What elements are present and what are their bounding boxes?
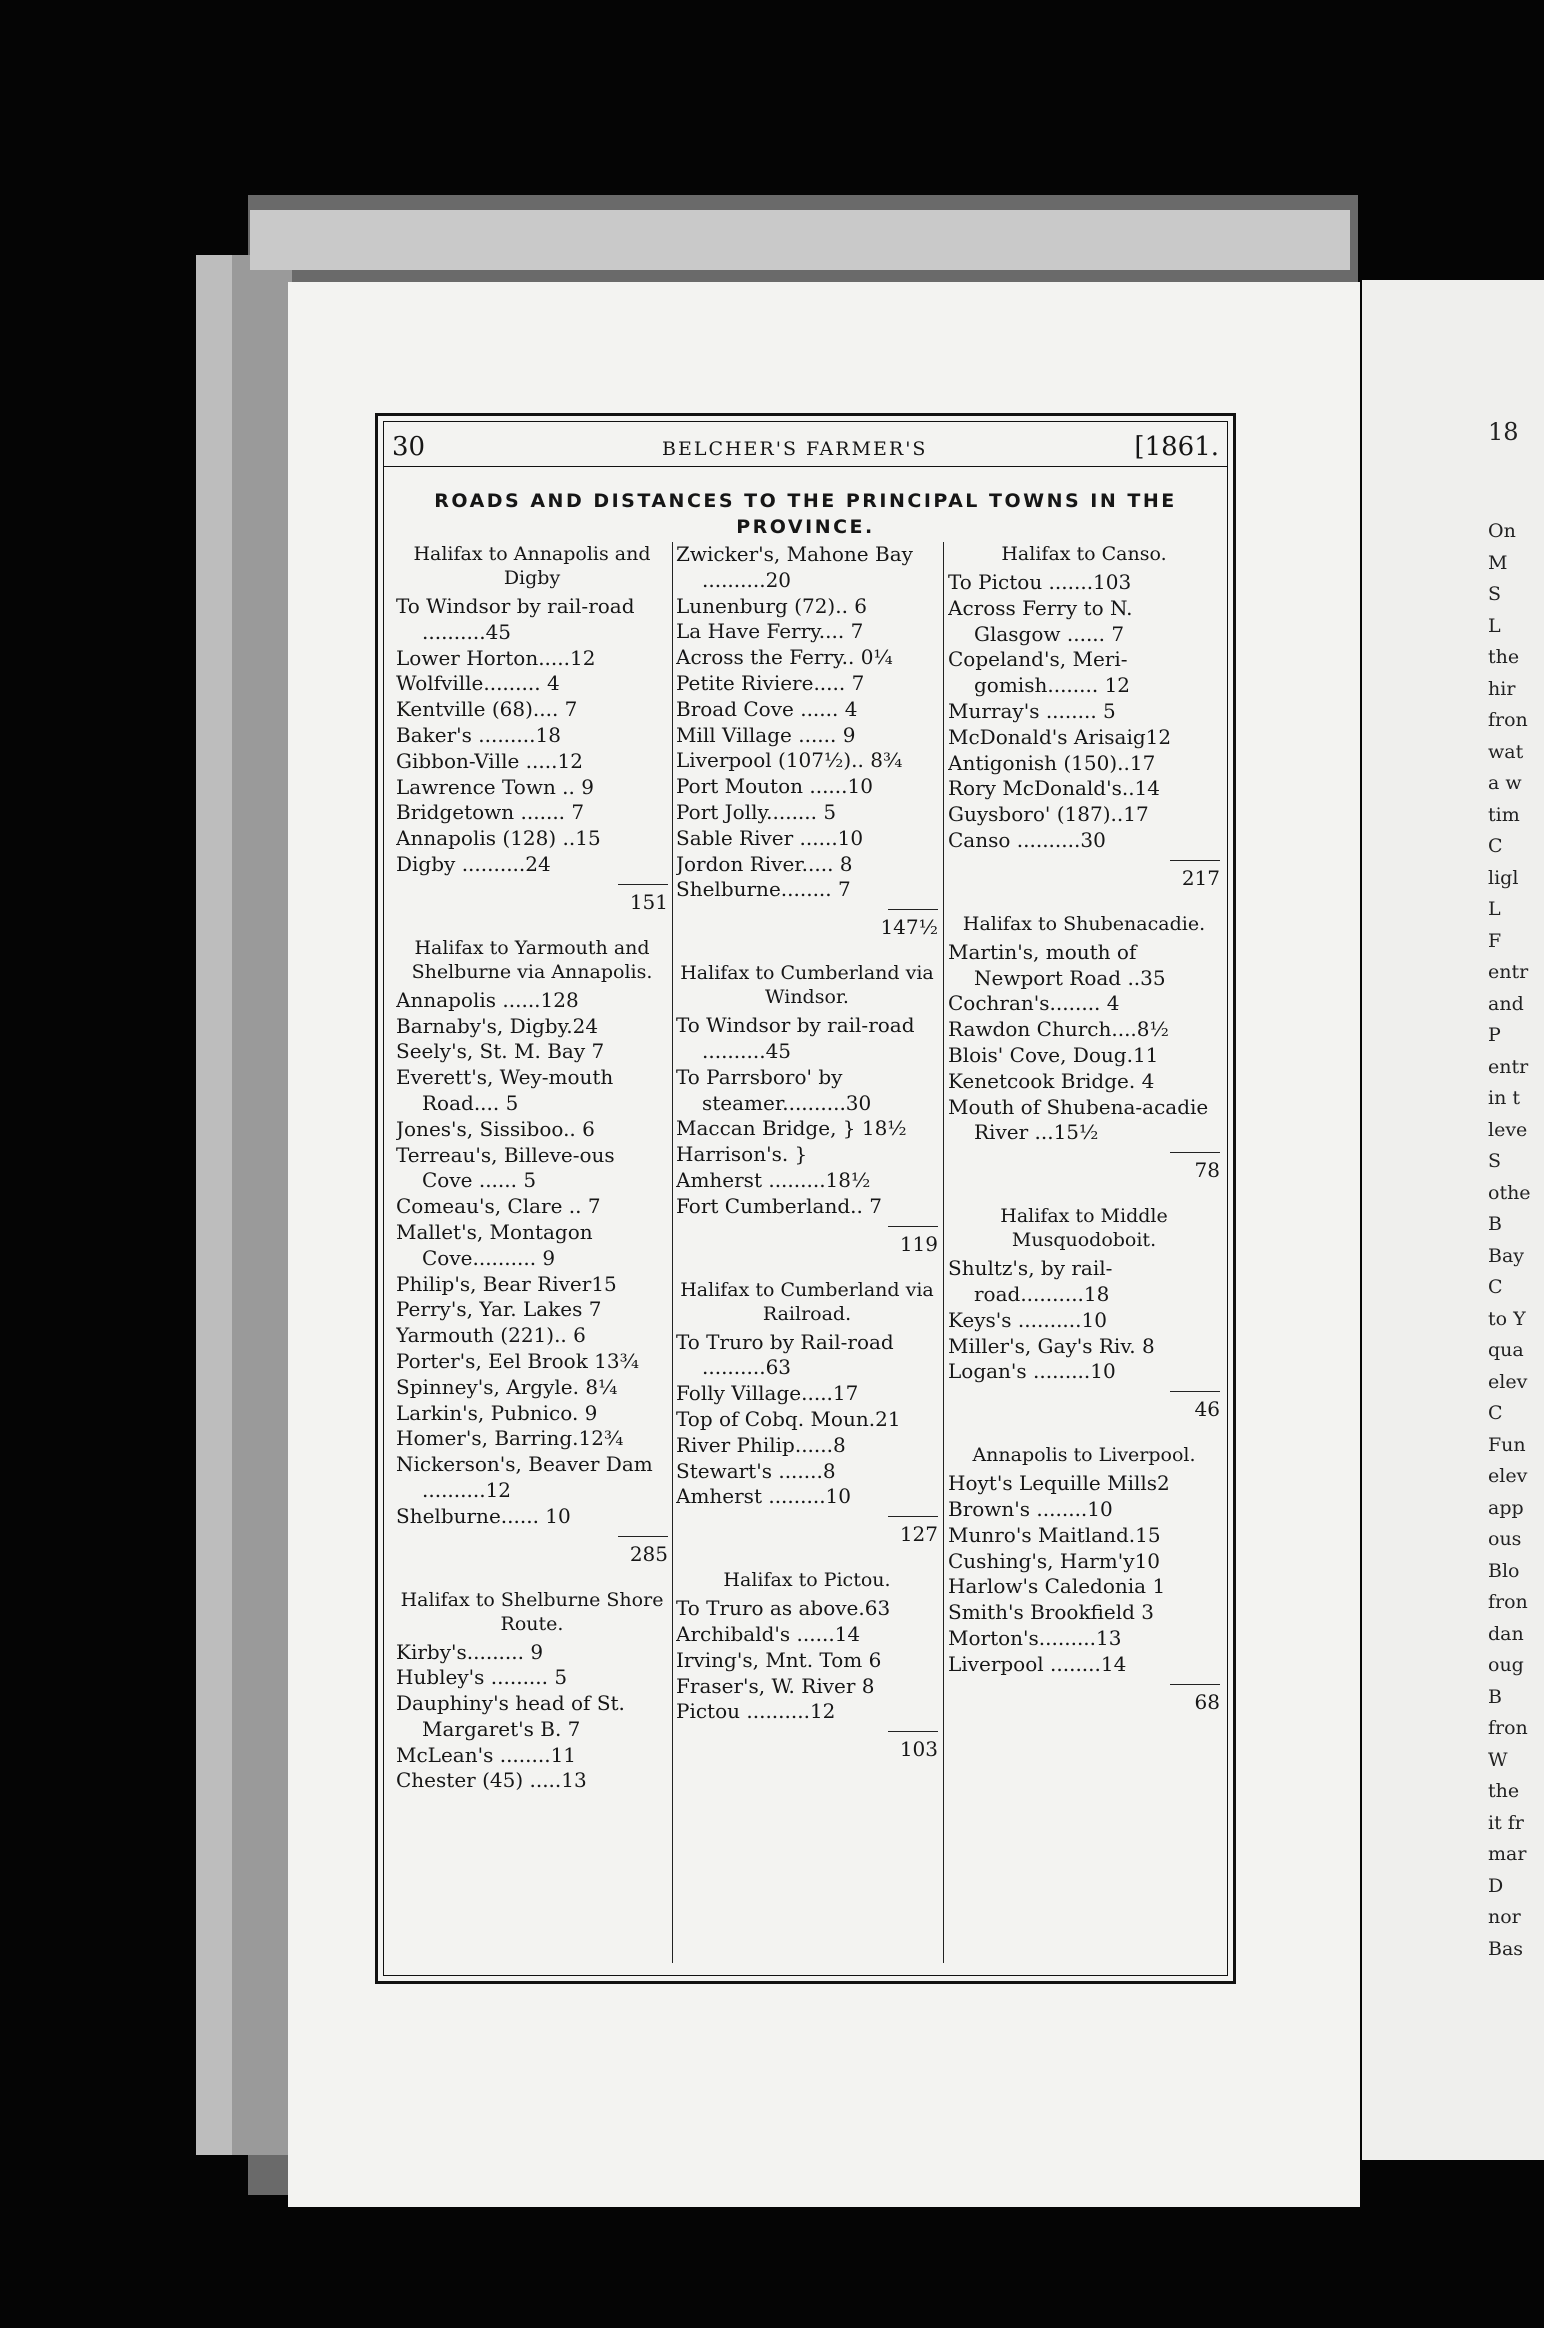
route-entry: To Parrsboro' by steamer..........30 <box>676 1064 872 1115</box>
facing-page-fragment: mar <box>1488 1843 1527 1865</box>
running-title: BELCHER'S FARMER'S <box>662 438 928 460</box>
route-entry: La Have Ferry.... 7 <box>676 619 864 644</box>
route-entry: Archibald's ......14 <box>676 1621 861 1646</box>
route-entry: Lower Horton.....12 <box>396 645 596 670</box>
route-total: 119 <box>676 1226 938 1256</box>
route-entry: Harlow's Caledonia 1 <box>948 1574 1166 1599</box>
facing-page-fragment: Fun <box>1488 1433 1526 1456</box>
route-entry: Harrison's. } <box>676 1142 808 1167</box>
route-entry: Kentville (68).... 7 <box>396 697 578 722</box>
facing-page-fragment: S <box>1488 1150 1502 1172</box>
route-total: 151 <box>396 884 668 914</box>
route-entry: Cushing's, Harm'y10 <box>948 1548 1161 1573</box>
facing-page-fragment: the <box>1488 1780 1520 1802</box>
facing-page-fragment: Blo <box>1488 1559 1520 1582</box>
route-entry: Top of Cobq. Moun.21 <box>676 1406 901 1431</box>
route-entry: Stewart's .......8 <box>676 1458 836 1483</box>
route-entry: Guysboro' (187)..17 <box>948 802 1149 827</box>
facing-page-fragment: dan <box>1488 1622 1524 1645</box>
route-entry: Larkin's, Pubnico. 9 <box>396 1400 598 1425</box>
facing-page-fragment: elev <box>1488 1465 1528 1487</box>
facing-page-fragment: entr <box>1488 1055 1529 1078</box>
table-heading: ROADS AND DISTANCES TO THE PRINCIPAL TOWNS IN THE PROVINCE. <box>434 490 1177 538</box>
route-entry: Antigonish (150)..17 <box>948 750 1156 775</box>
route-entry: Hoyt's Lequille Mills2 <box>948 1471 1170 1496</box>
facing-page-fragment: L <box>1488 898 1501 920</box>
facing-page-fragment: B <box>1488 1213 1502 1235</box>
route-title: Halifax to Pictou. <box>723 1569 891 1592</box>
route-entry: Chester (45) .....13 <box>396 1768 587 1793</box>
route-entry: Fraser's, W. River 8 <box>676 1673 875 1698</box>
route-entry: Zwicker's, Mahone Bay ..........20 <box>676 542 913 592</box>
route-total: 127 <box>676 1516 938 1546</box>
facing-page-fragment: it fr <box>1488 1811 1524 1834</box>
route-entry: Terreau's, Billeve-ous Cove ...... 5 <box>396 1142 615 1193</box>
route-entry: Logan's .........10 <box>948 1359 1116 1384</box>
route-entry: Seely's, St. M. Bay 7 <box>396 1039 605 1064</box>
route-entry: Petite Riviere..... 7 <box>676 670 865 695</box>
facing-page-fragment: ous <box>1488 1528 1522 1550</box>
route-title: Halifax to Cumberland via Railroad. <box>680 1278 934 1325</box>
facing-page-fragment: leve <box>1488 1118 1528 1141</box>
route-entry: Mill Village ...... 9 <box>676 722 856 747</box>
route-entry: Copeland's, Meri-gomish........ 12 <box>948 647 1131 698</box>
route-total: 217 <box>948 860 1220 890</box>
route-entry: Rawdon Church....8½ <box>948 1017 1169 1042</box>
page-number: 30 <box>392 432 426 462</box>
facing-page-fragment: oug <box>1488 1654 1524 1676</box>
route-entries <box>948 570 1220 854</box>
route-entry: Liverpool ........14 <box>948 1651 1127 1676</box>
facing-page-fragment: F <box>1488 929 1502 952</box>
route-entry: McLean's ........11 <box>396 1742 577 1767</box>
route-entry: Brown's ........10 <box>948 1496 1113 1521</box>
facing-page-fragment: and <box>1488 992 1524 1015</box>
facing-page-fragment: app <box>1488 1496 1524 1519</box>
route-entries <box>396 1640 668 1795</box>
route-entry: Everett's, Wey-mouth Road.... 5 <box>396 1065 614 1115</box>
route-total: 103 <box>676 1731 938 1761</box>
facing-page-fragment: othe <box>1488 1181 1531 1204</box>
route-entries <box>396 594 668 878</box>
facing-page-fragment: entr <box>1488 961 1529 983</box>
facing-page-fragment: in t <box>1488 1087 1520 1109</box>
route-entry: To Truro by Rail-road ..........63 <box>676 1329 894 1380</box>
route-entry: Shultz's, by rail-road..........18 <box>948 1256 1113 1306</box>
running-year: [1861. <box>1134 432 1219 462</box>
route-entry: Annapolis ......128 <box>396 987 579 1012</box>
route-entry: Digby ..........24 <box>396 851 551 876</box>
route-entry: Spinney's, Argyle. 8¼ <box>396 1374 618 1399</box>
column-divider-1 <box>672 542 673 1963</box>
header-rule <box>384 466 1227 467</box>
facing-page-fragment: P <box>1488 1024 1501 1046</box>
facing-page-fragment: the <box>1488 646 1520 668</box>
route-entry: Cochran's........ 4 <box>948 991 1120 1016</box>
route-title: Halifax to Cumberland via Windsor. <box>680 962 934 1009</box>
route-entry: Lunenburg (72).. 6 <box>676 593 868 618</box>
route-entry: Miller's, Gay's Riv. 8 <box>948 1333 1155 1358</box>
route-total: 147½ <box>676 909 938 939</box>
route-entry: Sable River ......10 <box>676 825 864 850</box>
route-entry: Munro's Maitland.15 <box>948 1522 1161 1547</box>
column-3 <box>948 542 1220 1714</box>
route-title: Halifax to Middle Musquodoboit. <box>1000 1205 1168 1252</box>
facing-page-fragment: On <box>1488 520 1516 542</box>
facing-page-fragment: L <box>1488 614 1501 637</box>
facing-page-fragment: W <box>1488 1748 1508 1771</box>
facing-page-fragment: fron <box>1488 1717 1528 1739</box>
facing-page-fragment: fron <box>1488 709 1528 731</box>
route-entry: To Pictou .......103 <box>948 570 1132 594</box>
route-entry: Shelburne...... 10 <box>396 1503 571 1528</box>
route-entries <box>676 1330 938 1511</box>
route-entry: Homer's, Barring.12¾ <box>396 1426 624 1451</box>
facing-page-fragment: nor <box>1488 1906 1521 1928</box>
route-entry: Perry's, Yar. Lakes 7 <box>396 1297 602 1322</box>
route-entry: Mouth of Shubena-acadie River ...15½ <box>948 1094 1209 1145</box>
route-entry: Broad Cove ...... 4 <box>676 696 858 721</box>
almanac-table-inner <box>383 421 1228 1976</box>
facing-page-fragment: a w <box>1488 772 1522 794</box>
route-entry: Rory McDonald's..14 <box>948 776 1161 801</box>
route-entry: To Windsor by rail-road ..........45 <box>676 1013 915 1063</box>
route-entries <box>948 940 1220 1146</box>
route-entry: Smith's Brookfield 3 <box>948 1600 1155 1625</box>
facing-page-fragment: S <box>1488 583 1502 605</box>
route-title: Annapolis to Liverpool. <box>972 1444 1196 1467</box>
facing-page-fragment: Bas <box>1488 1937 1524 1960</box>
route-entry: Keys's ..........10 <box>948 1307 1107 1332</box>
column-2 <box>676 542 938 1761</box>
facing-page-fragment: C <box>1488 1276 1503 1298</box>
facing-page-fragment: C <box>1488 1402 1503 1424</box>
route-entries <box>396 988 668 1530</box>
route-entry: Philip's, Bear River15 <box>396 1271 617 1296</box>
page-stack-edge <box>232 255 292 2155</box>
route-entry: Mallet's, Montagon Cove.......... 9 <box>396 1219 593 1270</box>
route-entry: To Truro as above.63 <box>676 1596 891 1621</box>
route-total: 78 <box>948 1152 1220 1182</box>
route-entry: Folly Village.....17 <box>676 1381 859 1406</box>
route-entries <box>676 1596 938 1725</box>
route-entry: Dauphiny's head of St. Margaret's B. 7 <box>396 1691 625 1741</box>
route-entry: Kenetcook Bridge. 4 <box>948 1068 1155 1093</box>
route-entry: Martin's, mouth of Newport Road ..35 <box>948 939 1166 990</box>
route-entries <box>948 1256 1220 1385</box>
facing-page-fragment: C <box>1488 835 1503 857</box>
route-entry: Barnaby's, Digby.24 <box>396 1013 599 1038</box>
route-entry: Blois' Cove, Doug.11 <box>948 1042 1159 1067</box>
route-entry: Amherst .........10 <box>676 1484 852 1509</box>
facing-page-fragment: hir <box>1488 677 1516 700</box>
route-entries <box>676 542 938 903</box>
route-entry: To Windsor by rail-road ..........45 <box>396 594 635 644</box>
route-entry: Morton's.........13 <box>948 1625 1122 1650</box>
route-total: 46 <box>948 1391 1220 1421</box>
route-title: Halifax to Yarmouth and Shelburne via Annapolis. <box>411 936 653 983</box>
facing-page-fragment: B <box>1488 1685 1502 1708</box>
route-entry: Baker's .........18 <box>396 722 561 747</box>
route-entry: Jordon River..... 8 <box>676 851 853 876</box>
facing-page-fragment: elev <box>1488 1370 1528 1393</box>
facing-page-fragment: wat <box>1488 740 1524 763</box>
route-total: 285 <box>396 1536 668 1566</box>
page-stack-top <box>250 210 1350 270</box>
route-entry: Shelburne........ 7 <box>676 877 851 902</box>
route-entry: Nickerson's, Beaver Dam ..........12 <box>396 1452 653 1502</box>
column-divider-2 <box>943 542 944 1963</box>
route-entry: Bridgetown ....... 7 <box>396 800 585 825</box>
facing-page-fragment: to Y <box>1488 1307 1526 1330</box>
route-entries <box>948 1471 1220 1677</box>
route-entry: Jones's, Sissiboo.. 6 <box>396 1116 595 1141</box>
route-entry: Kirby's......... 9 <box>396 1639 544 1664</box>
facing-page-fragment: M <box>1488 551 1508 574</box>
route-entry: Canso ..........30 <box>948 827 1106 852</box>
facing-page-fragment: D <box>1488 1874 1504 1897</box>
route-entry: Annapolis (128) ..15 <box>396 826 601 851</box>
facing-page-fragment: ligl <box>1488 866 1519 889</box>
route-entry: Liverpool (107½).. 8¾ <box>676 748 903 773</box>
route-entry: River Philip......8 <box>676 1432 846 1457</box>
almanac-table-frame <box>375 413 1236 1984</box>
route-entry: Port Mouton ......10 <box>676 774 873 799</box>
route-entry: Fort Cumberland.. 7 <box>676 1193 882 1218</box>
facing-page-edge <box>1362 280 1544 2160</box>
route-total: 68 <box>948 1684 1220 1714</box>
route-entry: Amherst .........18½ <box>676 1167 871 1192</box>
facing-page-fragment: Bay <box>1488 1244 1525 1267</box>
route-entry: Maccan Bridge, } 18½ <box>676 1116 907 1141</box>
route-entry: Yarmouth (221).. 6 <box>396 1323 586 1348</box>
route-entry: Comeau's, Clare .. 7 <box>396 1194 601 1219</box>
route-entries <box>676 1013 938 1219</box>
route-title: Halifax to Shubenacadie. <box>962 912 1206 935</box>
route-entry: Pictou ..........12 <box>676 1699 836 1724</box>
route-entry: Murray's ........ 5 <box>948 698 1116 723</box>
route-entry: Irving's, Mnt. Tom 6 <box>676 1647 882 1672</box>
route-entry: Hubley's ......... 5 <box>396 1665 568 1690</box>
route-entry: Gibbon-Ville .....12 <box>396 748 583 773</box>
route-title: Halifax to Shelburne Shore Route. <box>400 1588 664 1635</box>
route-entry: Wolfville......... 4 <box>396 671 560 696</box>
facing-page-fragment: fron <box>1488 1591 1528 1613</box>
route-entry: Port Jolly........ 5 <box>676 799 837 824</box>
facing-page-fragment: 18 <box>1488 418 1519 446</box>
route-entry: McDonald's Arisaig12 <box>948 724 1172 749</box>
route-title: Halifax to Canso. <box>1001 543 1167 565</box>
column-1 <box>396 542 668 1794</box>
route-entry: Across Ferry to N. Glasgow ...... 7 <box>948 595 1133 646</box>
facing-page-fragment: tim <box>1488 803 1520 826</box>
route-entry: Across the Ferry.. 0¼ <box>676 645 893 670</box>
route-title: Halifax to Annapolis and Digby <box>413 543 651 589</box>
route-entry: Lawrence Town .. 9 <box>396 774 594 799</box>
route-entry: Porter's, Eel Brook 13¾ <box>396 1348 639 1373</box>
facing-page-fragment: qua <box>1488 1339 1524 1361</box>
